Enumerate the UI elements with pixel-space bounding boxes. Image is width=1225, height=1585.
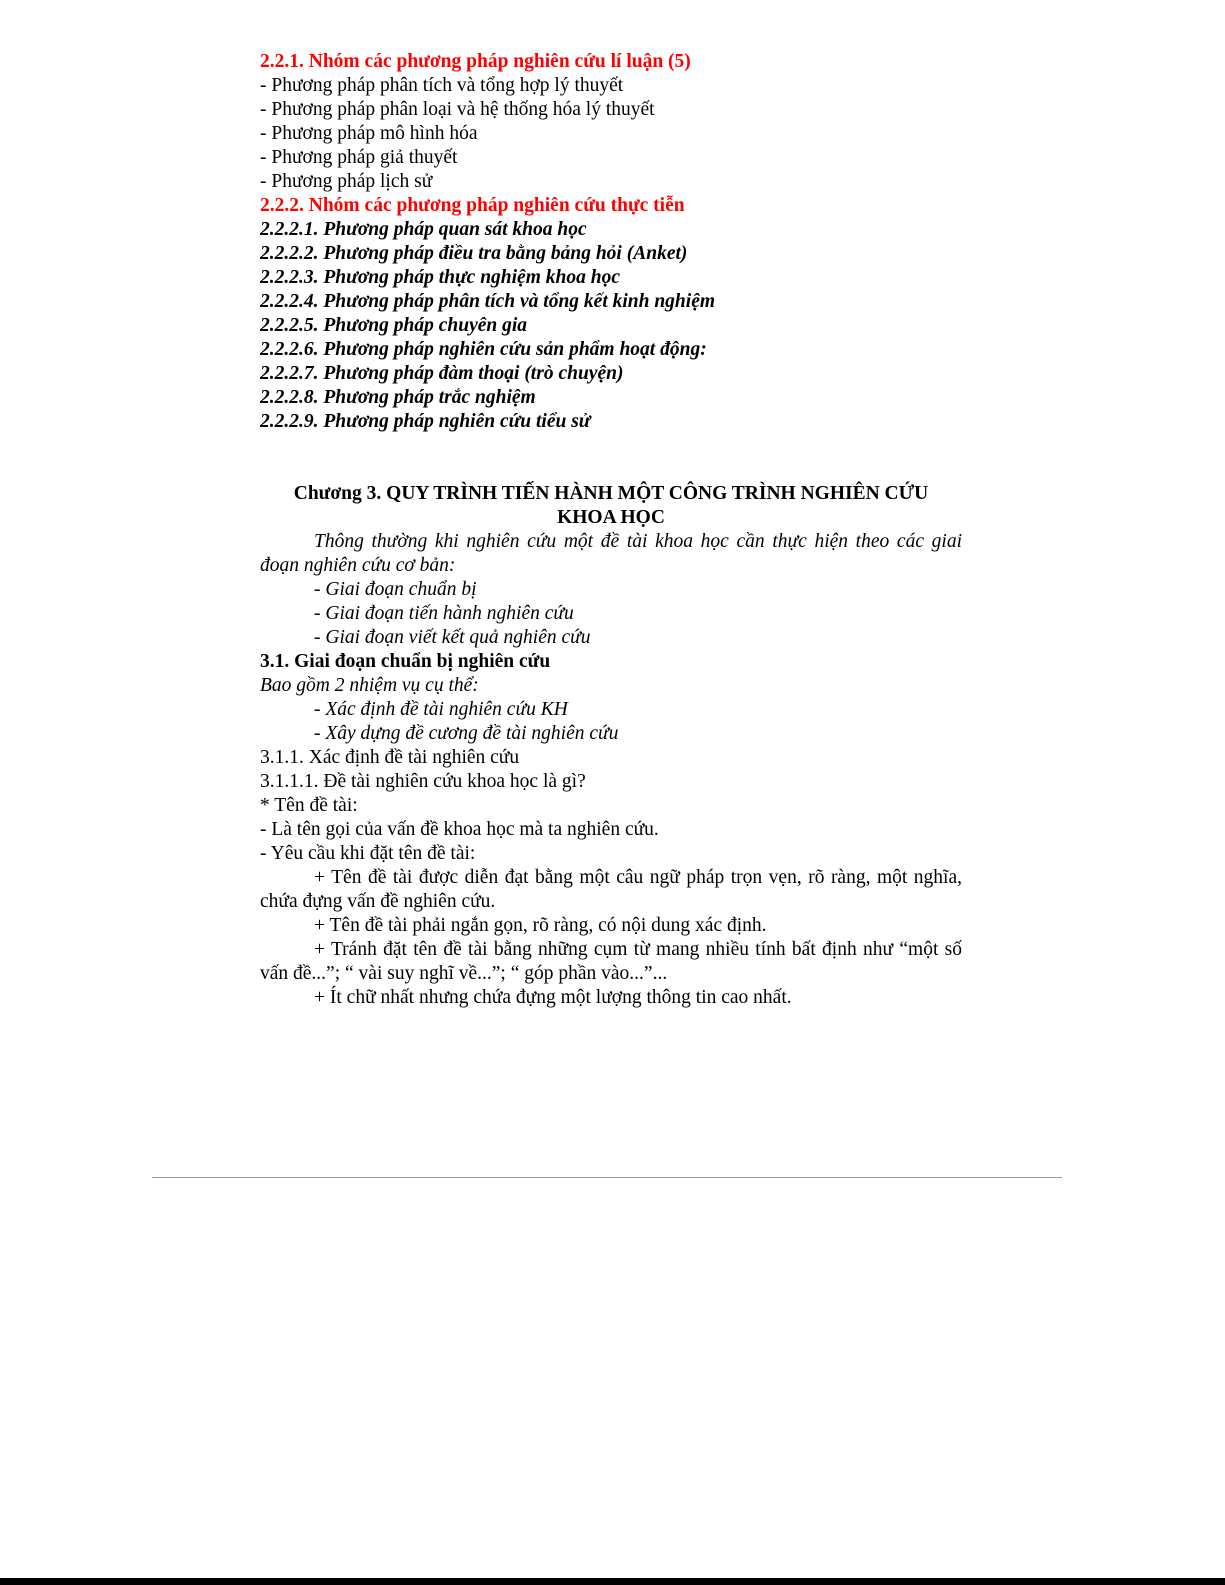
chapter-title-line-2: KHOA HỌC xyxy=(557,507,665,528)
list-item: - Phương pháp phân tích và tổng hợp lý thuyết xyxy=(260,75,624,96)
method-item: 2.2.2.4. Phương pháp phân tích và tổng kết kinh nghiệm xyxy=(260,291,716,312)
document-page xyxy=(260,50,962,1010)
method-item: 2.2.2.7. Phương pháp đàm thoại (trò chuyện) xyxy=(260,363,624,384)
stage-item: - Giai đoạn viết kết quả nghiên cứu xyxy=(314,627,591,648)
page-divider xyxy=(152,1177,1062,1178)
topic-name-label: * Tên đề tài: xyxy=(260,795,358,816)
topic-definition: - Là tên gọi của vấn đề khoa học mà ta nghiên cứu. xyxy=(260,819,659,840)
method-item: 2.2.2.5. Phương pháp chuyên gia xyxy=(260,315,528,336)
list-item: - Phương pháp giả thuyết xyxy=(260,147,458,168)
chapter-title xyxy=(260,482,962,530)
stage-item: - Giai đoạn chuẩn bị xyxy=(314,579,477,600)
task-item: - Xây dựng đề cương đề tài nghiên cứu xyxy=(314,723,619,744)
section-3-1-1-heading: 3.1.1. Xác định đề tài nghiên cứu xyxy=(260,747,520,768)
section-2-2-1-heading: 2.2.1. Nhóm các phương pháp nghiên cứu lí luận (5) xyxy=(260,51,691,72)
requirements-label: - Yêu cầu khi đặt tên đề tài: xyxy=(260,843,476,864)
section-3-1-intro: Bao gồm 2 nhiệm vụ cụ thể: xyxy=(260,675,479,696)
requirement-item: + Tránh đặt tên đề tài bằng những cụm từ mang nhiều tính bất định như “một số vấn đề...”; “ vài suy nghĩ về...”; “ góp phần vào...”... xyxy=(260,939,962,984)
list-item: - Phương pháp lịch sử xyxy=(260,171,433,192)
requirement-item: + Tên đề tài phải ngắn gọn, rõ ràng, có nội dung xác định. xyxy=(314,915,767,936)
chapter-intro: Thông thường khi nghiên cứu một đề tài khoa học cần thực hiện theo các giai đoạn nghiên cứu cơ bản: xyxy=(260,531,962,576)
section-3-1-1-1-heading: 3.1.1.1. Đề tài nghiên cứu khoa học là gì? xyxy=(260,771,586,792)
method-item: 2.2.2.1. Phương pháp quan sát khoa học xyxy=(260,219,587,240)
bottom-edge-bar xyxy=(0,1578,1225,1585)
method-item: 2.2.2.8. Phương pháp trắc nghiệm xyxy=(260,387,536,408)
list-item: - Phương pháp phân loại và hệ thống hóa lý thuyết xyxy=(260,99,655,120)
section-3-1-heading: 3.1. Giai đoạn chuẩn bị nghiên cứu xyxy=(260,651,551,672)
section-2-2-2-heading: 2.2.2. Nhóm các phương pháp nghiên cứu thực tiễn xyxy=(260,195,685,216)
requirement-item: + Ít chữ nhất nhưng chứa đựng một lượng thông tin cao nhất. xyxy=(314,987,792,1008)
list-item: - Phương pháp mô hình hóa xyxy=(260,123,478,144)
method-item: 2.2.2.3. Phương pháp thực nghiệm khoa học xyxy=(260,267,620,288)
stage-item: - Giai đoạn tiến hành nghiên cứu xyxy=(314,603,574,624)
method-item: 2.2.2.6. Phương pháp nghiên cứu sản phẩm hoạt động: xyxy=(260,339,707,360)
chapter-title-line-1: Chương 3. QUY TRÌNH TIẾN HÀNH MỘT CÔNG TRÌNH NGHIÊN CỨU xyxy=(293,483,929,504)
method-item: 2.2.2.9. Phương pháp nghiên cứu tiểu sử xyxy=(260,411,591,432)
requirement-item: + Tên đề tài được diễn đạt bằng một câu ngữ pháp trọn vẹn, rõ ràng, một nghĩa, chứa đựng vấn đề nghiên cứu. xyxy=(260,867,962,912)
method-item: 2.2.2.2. Phương pháp điều tra bằng bảng hỏi (Anket) xyxy=(260,243,688,264)
task-item: - Xác định đề tài nghiên cứu KH xyxy=(314,699,568,720)
